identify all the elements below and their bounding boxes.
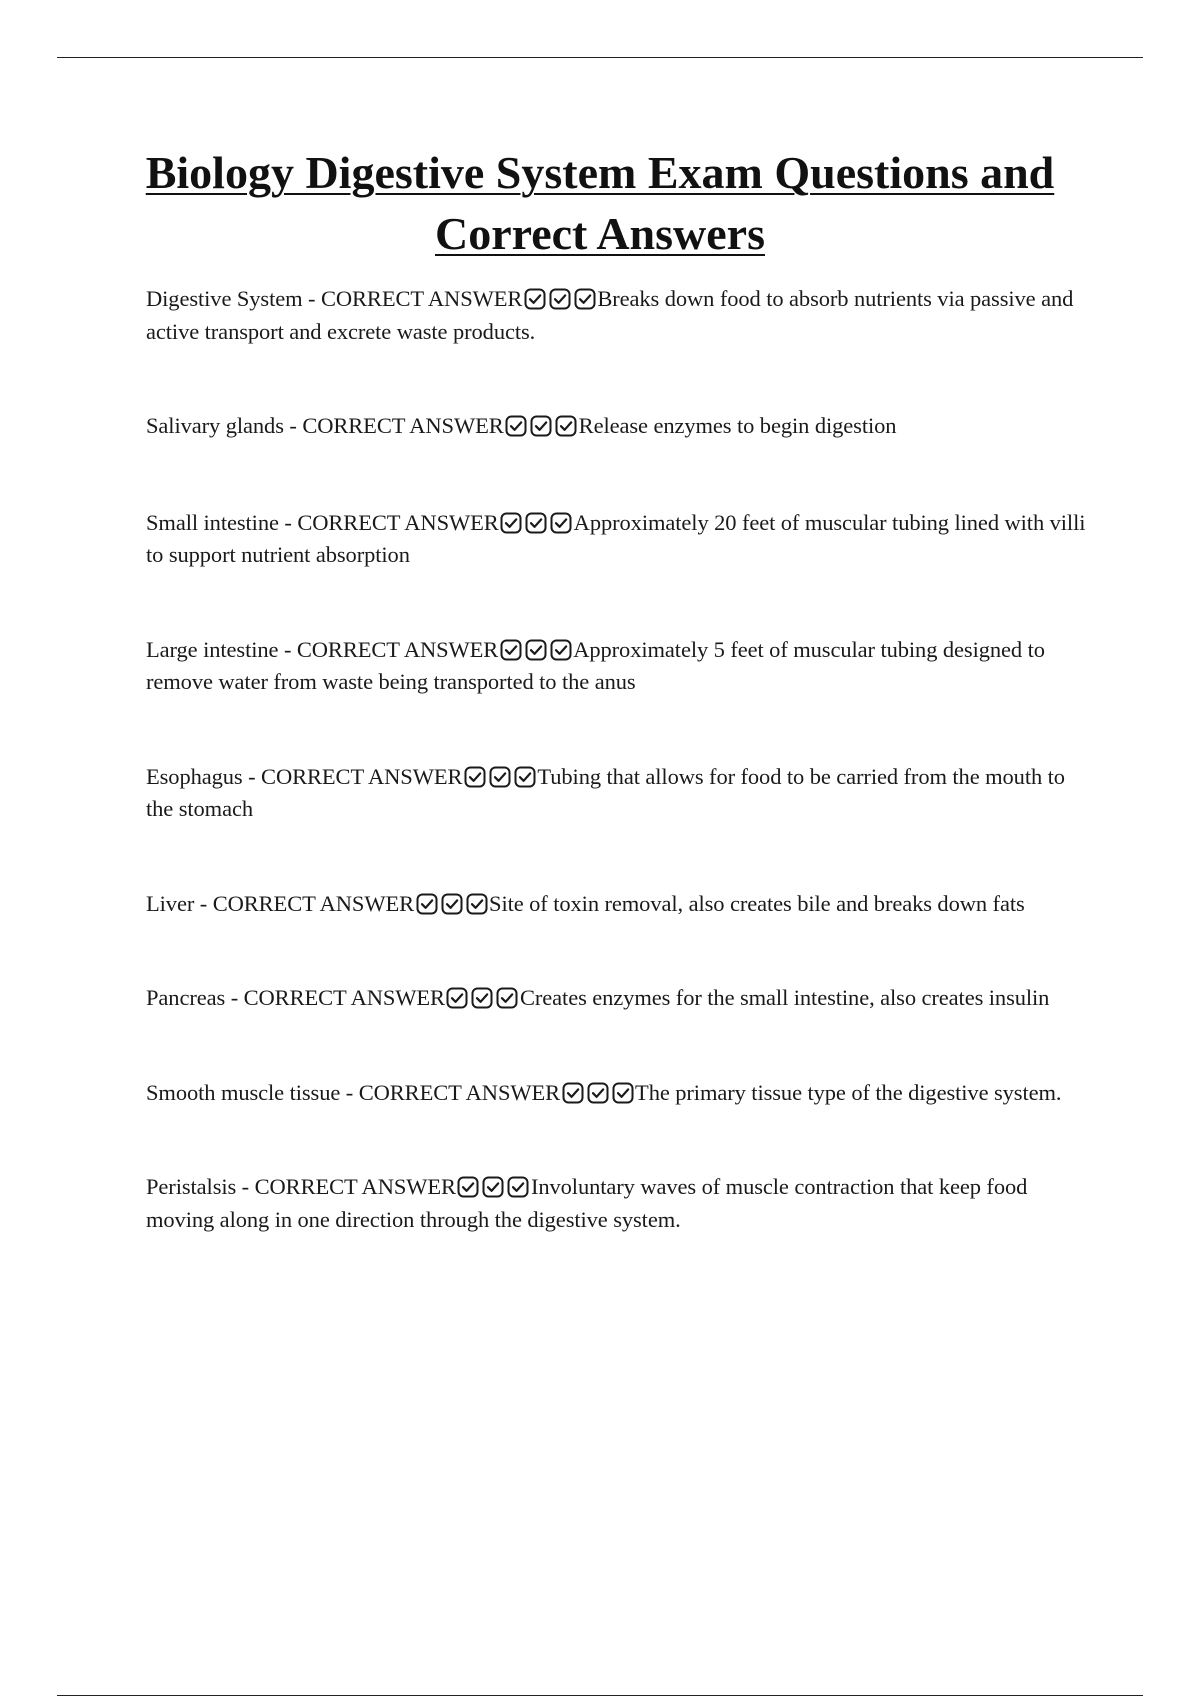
checkbox-checked-icon xyxy=(441,893,463,915)
qa-term: Smooth muscle tissue xyxy=(146,1079,341,1105)
checkbox-checked-icon xyxy=(500,639,522,661)
checkbox-checked-icon xyxy=(587,1082,609,1104)
qa-answer: Breaks down food to absorb nutrients via passive and active transport and excrete waste products. xyxy=(146,286,1074,344)
qa-separator: - xyxy=(242,763,262,789)
qa-item xyxy=(146,1077,1086,1110)
checkbox-checked-icon xyxy=(507,1176,529,1198)
checkbox-checked-icon xyxy=(489,766,511,788)
checkbox-checked-icon xyxy=(549,288,571,310)
document-title: Biology Digestive System Exam Questions and Correct Answers xyxy=(145,147,1055,259)
correct-answer-label: CORRECT ANSWER xyxy=(302,413,504,438)
checkbox-checked-icon xyxy=(466,893,488,915)
qa-separator: - xyxy=(302,286,321,311)
qa-item xyxy=(146,634,1086,699)
qa-answer: The primary tissue type of the digestive system. xyxy=(635,1079,1062,1105)
qa-separator: - xyxy=(225,985,244,1010)
checkbox-checked-icon xyxy=(555,415,577,437)
checkbox-checked-icon xyxy=(524,288,546,310)
checkbox-checked-icon xyxy=(562,1082,584,1104)
qa-item xyxy=(146,507,1086,572)
qa-term: Large intestine xyxy=(146,636,279,662)
checkbox-checked-icon xyxy=(530,415,552,437)
qa-list xyxy=(146,283,1086,1298)
checkbox-checked-icon xyxy=(505,415,527,437)
qa-item xyxy=(146,410,1086,443)
qa-answer: Release enzymes to begin digestion xyxy=(578,413,897,438)
qa-answer: Creates enzymes for the small intestine, also creates insulin xyxy=(519,985,1050,1010)
checkbox-checked-icon xyxy=(446,987,468,1009)
footer-rule xyxy=(57,1695,1143,1696)
qa-term: Peristalsis xyxy=(146,1174,237,1199)
checkbox-checked-icon xyxy=(457,1176,479,1198)
qa-term: Esophagus xyxy=(146,763,243,789)
qa-term: Small intestine xyxy=(146,509,279,535)
checkbox-checked-icon xyxy=(574,288,596,310)
checkbox-checked-icon xyxy=(525,512,547,534)
checkbox-checked-icon xyxy=(612,1082,634,1104)
qa-answer: Tubing that allows for food to be carried from the mouth to the stomach xyxy=(146,763,1065,821)
qa-separator: - xyxy=(236,1174,255,1199)
qa-separator: - xyxy=(340,1079,359,1105)
qa-item xyxy=(146,761,1086,826)
qa-term: Liver xyxy=(146,890,195,916)
qa-item xyxy=(146,1171,1086,1236)
checkbox-checked-icon xyxy=(550,639,572,661)
correct-answer-label: CORRECT ANSWER xyxy=(261,763,463,789)
correct-answer-label: CORRECT ANSWER xyxy=(212,890,415,916)
correct-answer-label: CORRECT ANSWER xyxy=(320,286,523,311)
correct-answer-label: CORRECT ANSWER xyxy=(297,509,499,535)
qa-answer: Approximately 5 feet of muscular tubing designed to remove water from waste being transported to the anus xyxy=(146,636,1045,694)
checkbox-checked-icon xyxy=(496,987,518,1009)
checkbox-checked-icon xyxy=(500,512,522,534)
qa-separator: - xyxy=(194,890,213,916)
qa-item xyxy=(146,283,1086,348)
qa-item xyxy=(146,888,1086,921)
checkbox-checked-icon xyxy=(416,893,438,915)
qa-term: Pancreas xyxy=(146,985,226,1010)
correct-answer-label: CORRECT ANSWER xyxy=(296,636,499,662)
qa-separator: - xyxy=(278,636,297,662)
checkbox-checked-icon xyxy=(464,766,486,788)
header-rule xyxy=(57,57,1143,58)
correct-answer-label: CORRECT ANSWER xyxy=(243,985,445,1010)
checkbox-checked-icon xyxy=(550,512,572,534)
correct-answer-label: CORRECT ANSWER xyxy=(358,1079,561,1105)
qa-term: Digestive System xyxy=(146,286,303,311)
qa-item xyxy=(146,982,1086,1015)
qa-answer: Approximately 20 feet of muscular tubing lined with villi to support nutrient absorption xyxy=(146,509,1086,567)
correct-answer-label: CORRECT ANSWER xyxy=(254,1174,456,1199)
qa-answer: Involuntary waves of muscle contraction that keep food moving along in one direction through the digestive system. xyxy=(146,1174,1028,1232)
checkbox-checked-icon xyxy=(471,987,493,1009)
checkbox-checked-icon xyxy=(482,1176,504,1198)
qa-answer: Site of toxin removal, also creates bile and breaks down fats xyxy=(489,890,1025,916)
checkbox-checked-icon xyxy=(525,639,547,661)
qa-separator: - xyxy=(283,413,303,438)
qa-separator: - xyxy=(278,509,298,535)
checkbox-checked-icon xyxy=(514,766,536,788)
qa-term: Salivary glands xyxy=(146,413,284,438)
